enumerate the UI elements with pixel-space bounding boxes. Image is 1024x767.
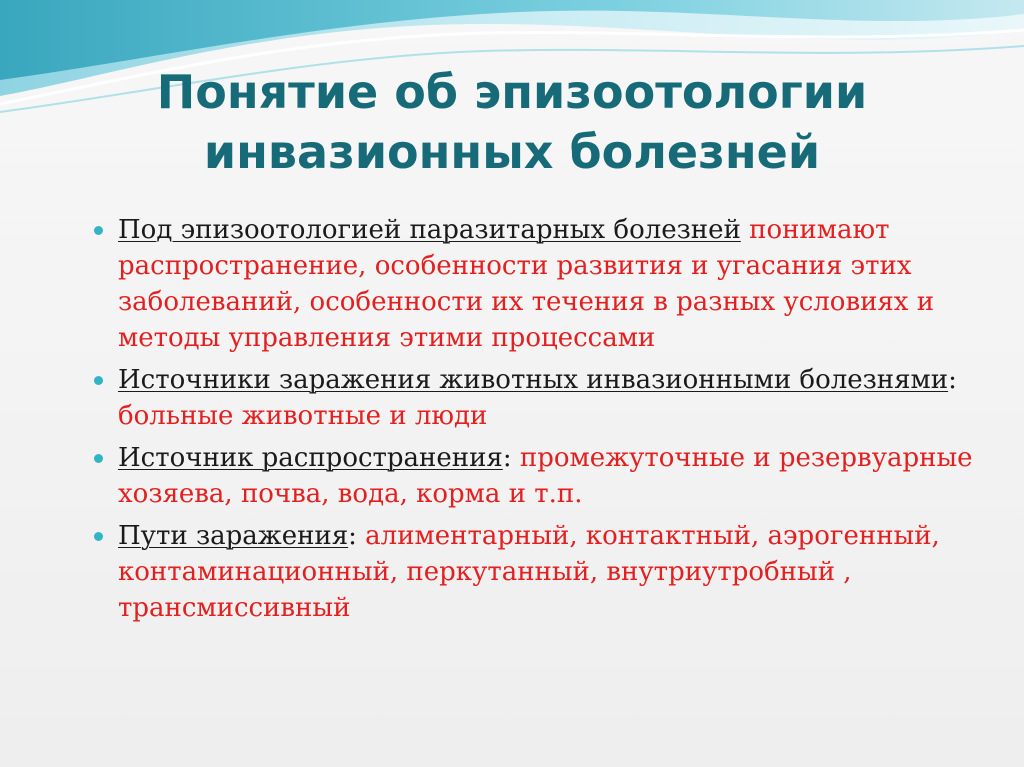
bullet-dot-icon <box>94 532 103 541</box>
bullet-item <box>94 362 974 434</box>
title-line-2: инвазионных болезней <box>203 125 821 179</box>
title-line-1: Понятие об эпизоотологии <box>156 65 868 119</box>
bullet-text: алиментарный, контактный, аэрогенный, контаминационный, перкутанный, внутриутробный , трансмиссивный <box>118 521 940 623</box>
bullet-lead: Под эпизоотологией паразитарных болезней <box>118 215 741 245</box>
bullet-item <box>94 440 974 512</box>
bullet-lead: Источник распространения <box>118 443 503 473</box>
bullet-separator: : <box>948 365 957 395</box>
slide-title <box>60 62 964 182</box>
bullet-dot-icon <box>94 226 103 235</box>
bullet-separator: : <box>502 443 512 473</box>
bullet-dot-icon <box>94 376 103 385</box>
bullet-lead: Пути заражения <box>118 521 349 551</box>
bullet-dot-icon <box>94 454 103 463</box>
bullet-separator: : <box>348 521 357 551</box>
bullet-item <box>94 212 974 356</box>
bullet-lead: Источники заражения животных инвазионными болезнями <box>118 365 949 395</box>
bullet-item <box>94 518 974 626</box>
bullet-text: понимают распространение, особенности развития и угасания этих заболеваний, особенности их течения в разных условиях и методы управления этими процессами <box>118 215 935 353</box>
bullet-list <box>94 212 974 632</box>
bullet-text: промежуточные и резервуарные хозяева, почва, вода, корма и т.п. <box>118 443 973 509</box>
bullet-text: больные животные и люди <box>118 401 488 431</box>
